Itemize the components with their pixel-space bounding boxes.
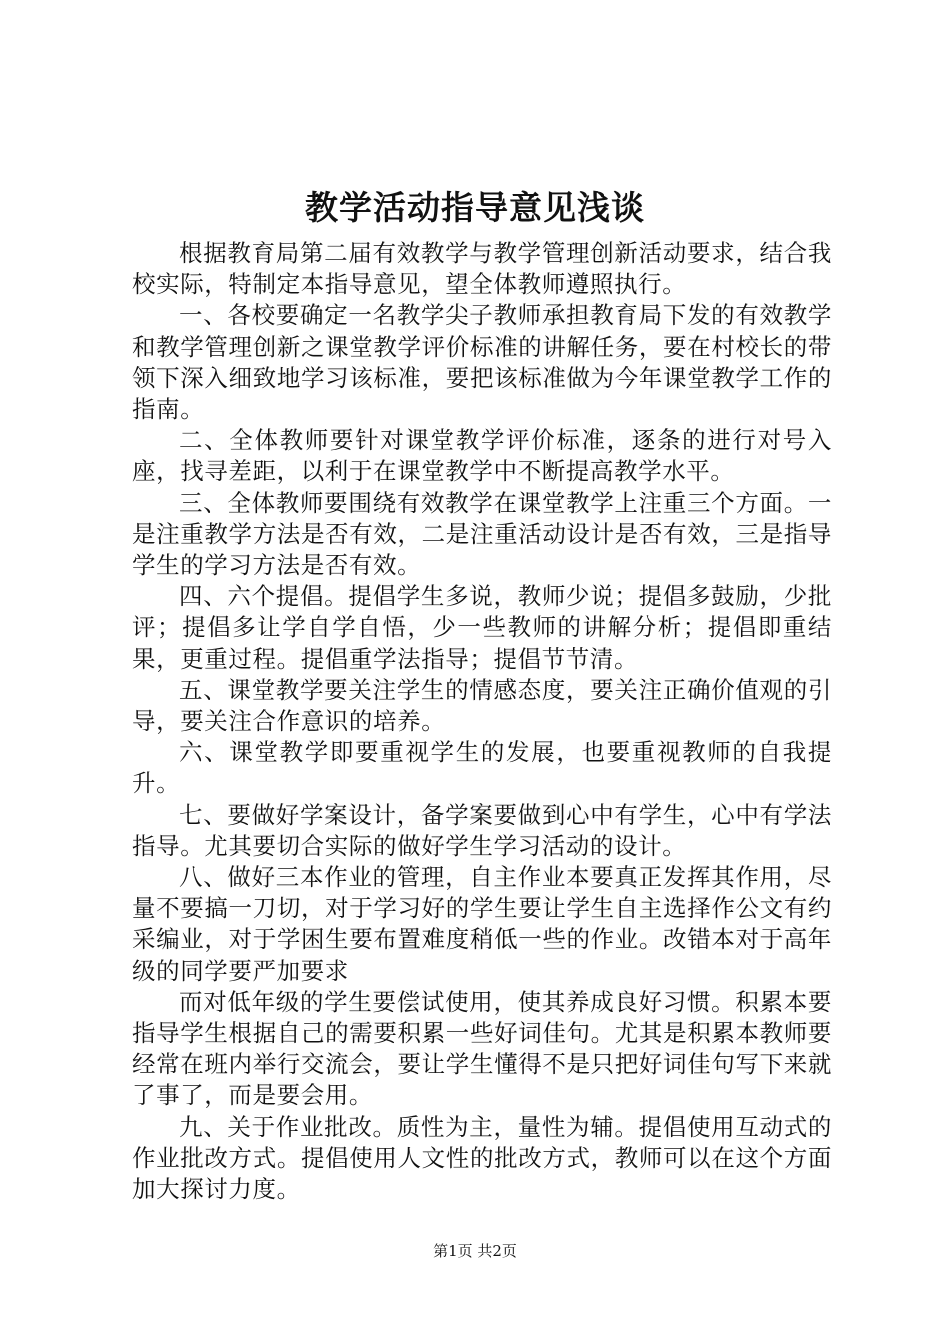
document-title: 教学活动指导意见浅谈 xyxy=(305,188,645,227)
paragraph-3: 三、全体教师要围绕有效教学在课堂教学上注重三个方面。一是注重教学方法是否有效，二是注重活动设计是否有效，三是指导学生的学习方法是否有效。 xyxy=(132,488,832,580)
paragraph-8-continued: 而对低年级的学生要偿试使用，使其养成良好习惯。积累本要指导学生根据自己的需要积累一些好词佳句。尤其是积累本教师要经常在班内举行交流会，要让学生懂得不是只把好词佳句写下来就了事了，而是要会用。 xyxy=(132,987,832,1110)
document-body xyxy=(132,238,832,1205)
paragraph-6: 六、课堂教学即要重视学生的发展，也要重视教师的自我提升。 xyxy=(132,738,832,798)
paragraph-1: 一、各校要确定一名教学尖子教师承担教育局下发的有效教学和教学管理创新之课堂教学评价标准的讲解任务，要在村校长的带领下深入细致地学习该标准，要把该标准做为今年课堂教学工作的指南。 xyxy=(132,301,832,424)
page-number-footer: 第1页 共2页 xyxy=(433,1242,517,1260)
paragraph-2: 二、全体教师要针对课堂教学评价标准，逐条的进行对号入座，找寻差距，以利于在课堂教学中不断提高教学水平。 xyxy=(132,426,832,486)
paragraph-4: 四、六个提倡。提倡学生多说，教师少说；提倡多鼓励，少批评；提倡多让学自学自悟，少一些教师的讲解分析；提倡即重结果，更重过程。提倡重学法指导；提倡节节清。 xyxy=(132,582,832,673)
paragraph-intro: 根据教育局第二届有效教学与教学管理创新活动要求，结合我校实际，特制定本指导意见，望全体教师遵照执行。 xyxy=(132,239,832,299)
paragraph-9: 九、关于作业批改。质性为主，量性为辅。提倡使用互动式的作业批改方式。提倡使用人文性的批改方式，教师可以在这个方面加大探讨力度。 xyxy=(132,1112,832,1204)
paragraph-8: 八、做好三本作业的管理，自主作业本要真正发挥其作用，尽量不要搞一刀切，对于学习好的学生要让学生自主选择作公文有约采编业，对于学困生要布置难度稍低一些的作业。改错本对于高年级的同学要严加要求 xyxy=(132,863,832,985)
paragraph-5: 五、课堂教学要关注学生的情感态度，要关注正确价值观的引导，要关注合作意识的培养。 xyxy=(132,675,832,736)
paragraph-7: 七、要做好学案设计，备学案要做到心中有学生，心中有学法指导。尤其要切合实际的做好学生学习活动的设计。 xyxy=(132,800,832,860)
